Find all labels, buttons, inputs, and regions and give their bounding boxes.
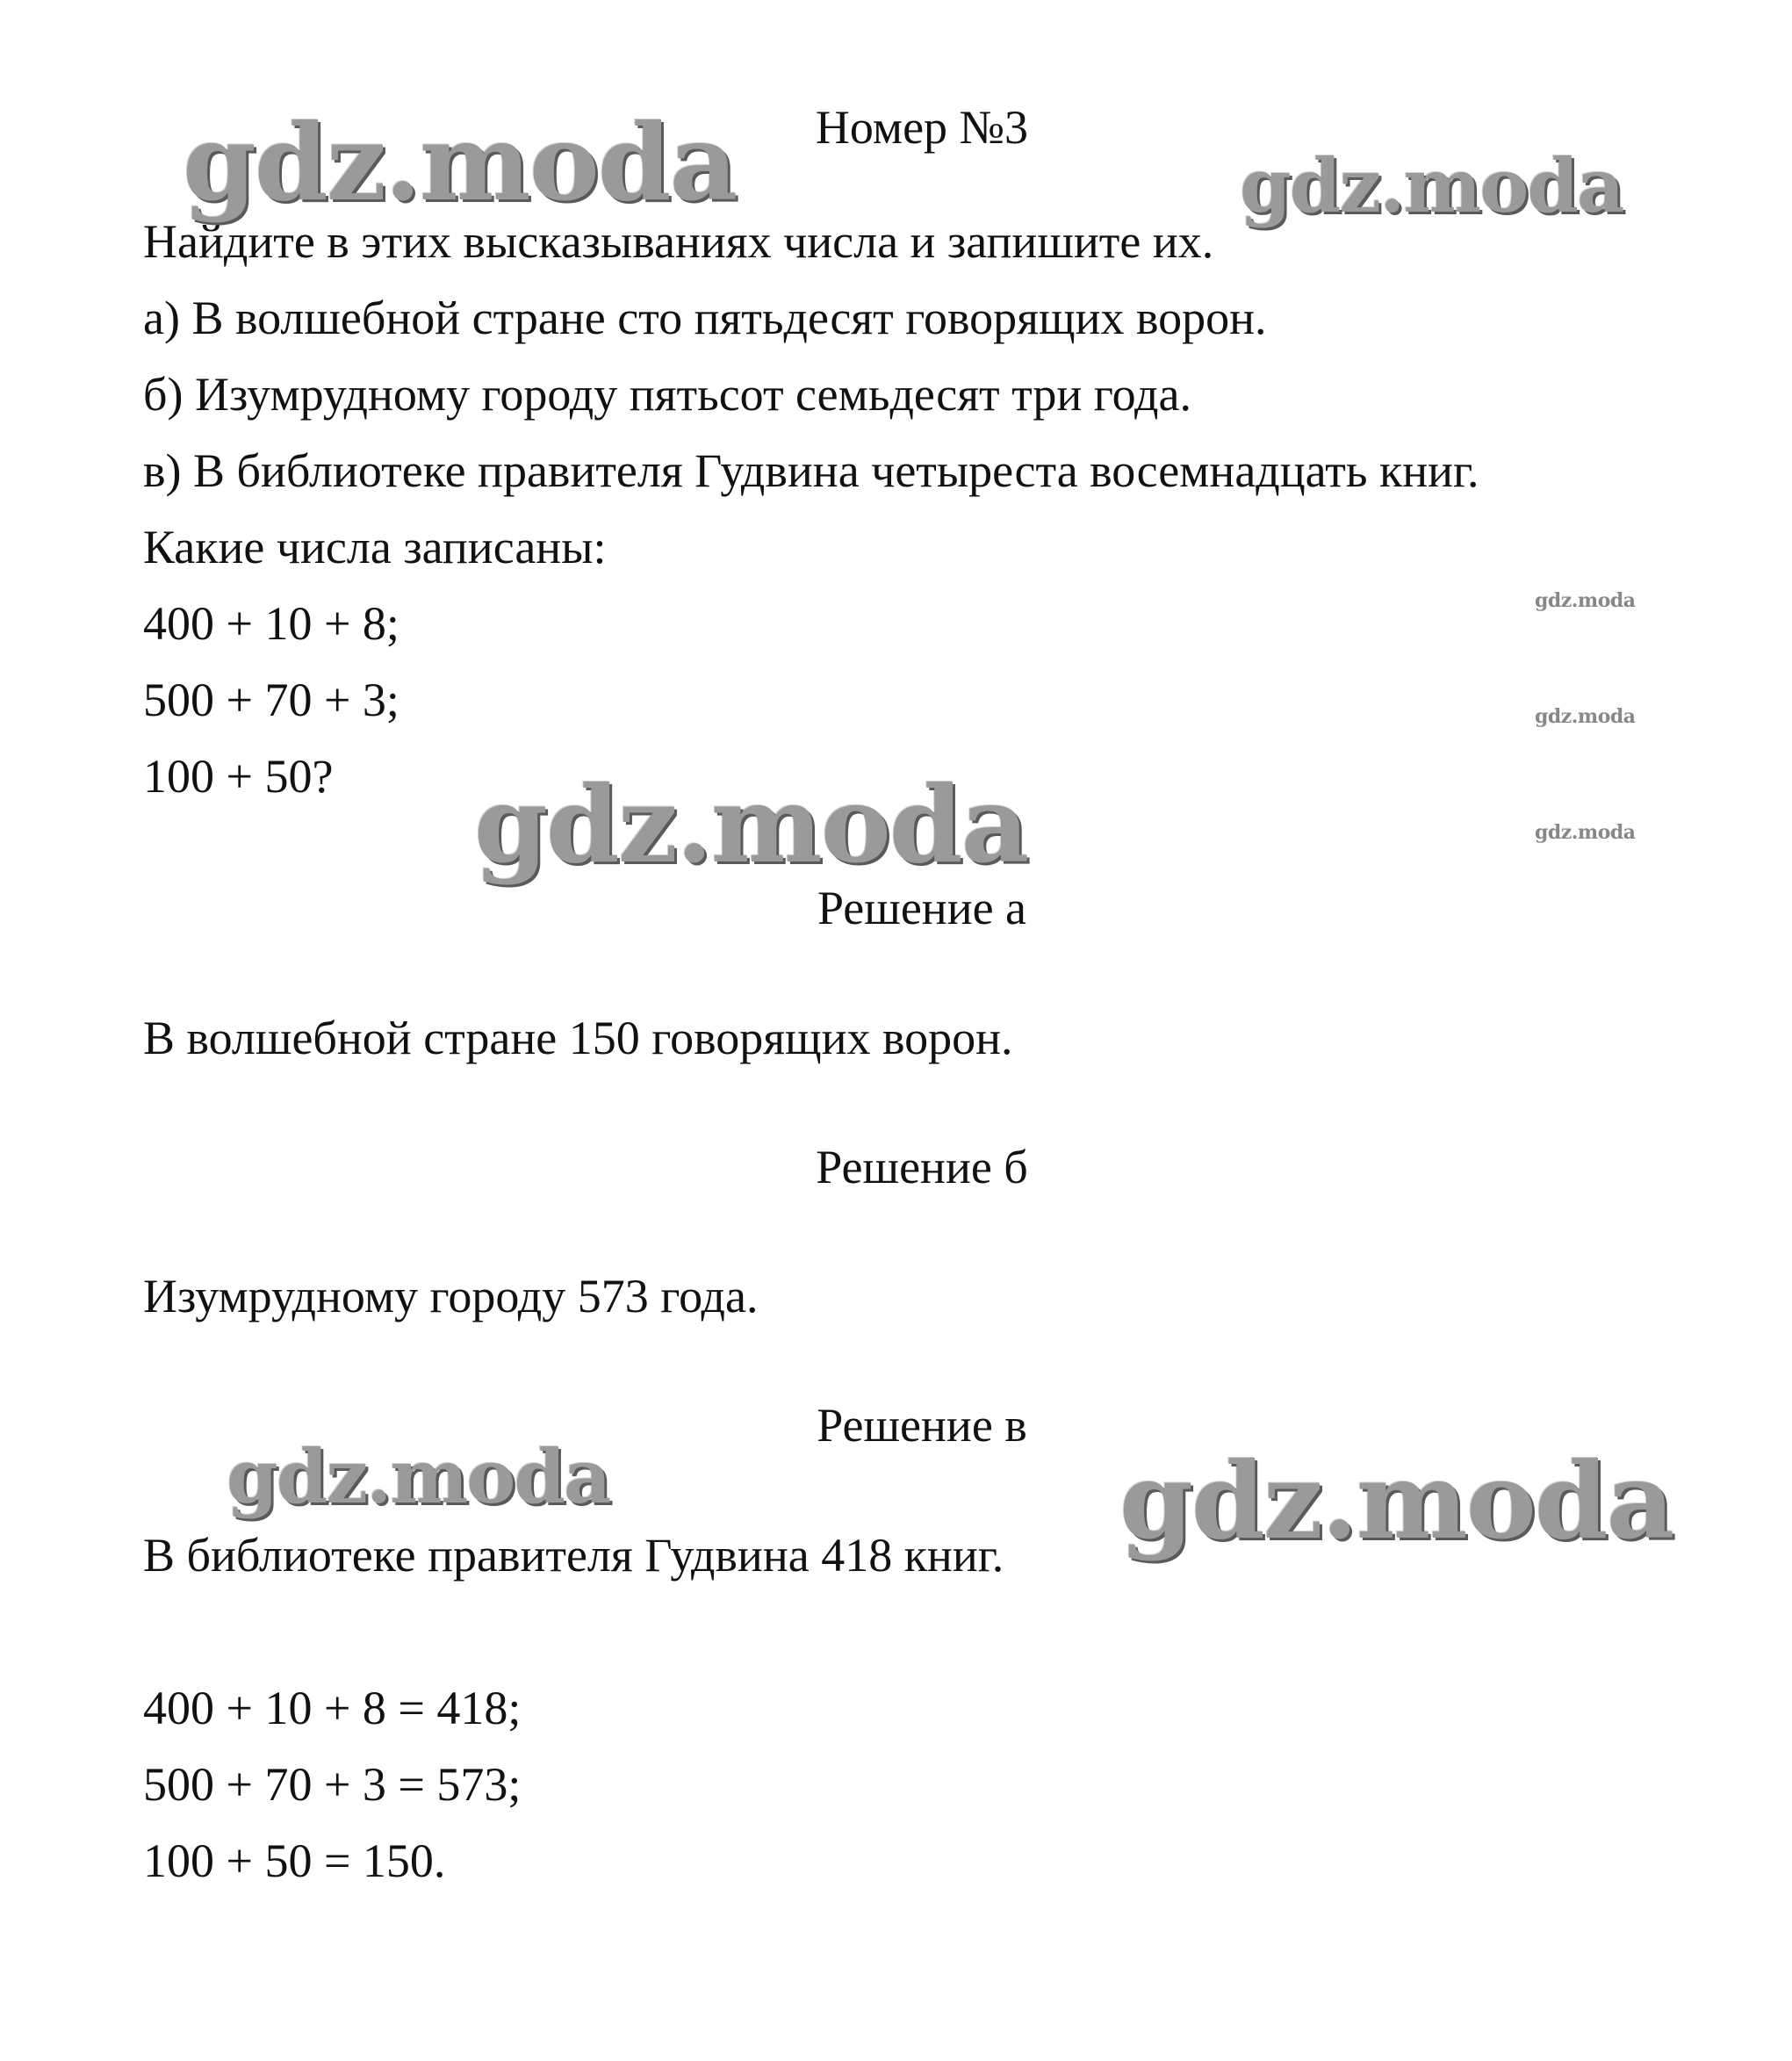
calculation-3: 100 + 50 = 150. [143,1834,446,1887]
watermark: gdz.moda [1535,589,1636,612]
watermark: gdz.moda [474,763,1028,887]
calculation-1: 400 + 10 + 8 = 418; [143,1682,522,1734]
task-item-a: а) В волшебной стране сто пятьдесят говорящих ворон. [143,292,1267,344]
task-expression-1: 400 + 10 + 8; [143,597,399,650]
watermark: gdz.moda [1119,1439,1673,1563]
solution-c-answer: В библиотеке правителя Гудвина 418 книг. [143,1529,1004,1582]
watermark: gdz.moda [1535,705,1636,728]
watermark: gdz.moda [227,1433,610,1520]
solution-b-answer: Изумрудному городу 573 года. [143,1270,759,1322]
solution-b-heading: Решение б [816,1141,1028,1193]
watermark: gdz.moda [1240,142,1623,229]
task-item-b: б) Изумрудному городу пятьсот семьдесят три года. [143,368,1191,421]
solution-a-answer: В волшебной стране 150 говорящих ворон. [143,1012,1013,1064]
watermark: gdz.moda [1535,821,1636,844]
solution-c-heading: Решение в [817,1399,1027,1452]
task-question: Какие числа записаны: [143,521,607,573]
page-title: Номер №3 [815,101,1029,154]
task-intro: Найдите в этих высказываниях числа и запишите их. [143,215,1214,268]
solution-a-heading: Решение а [817,882,1027,934]
task-expression-3: 100 + 50? [143,750,334,803]
task-expression-2: 500 + 70 + 3; [143,674,399,726]
watermark: gdz.moda [183,101,737,225]
task-item-c: в) В библиотеке правителя Гудвина четыреста восемнадцать книг. [143,444,1479,497]
calculation-2: 500 + 70 + 3 = 573; [143,1758,522,1811]
